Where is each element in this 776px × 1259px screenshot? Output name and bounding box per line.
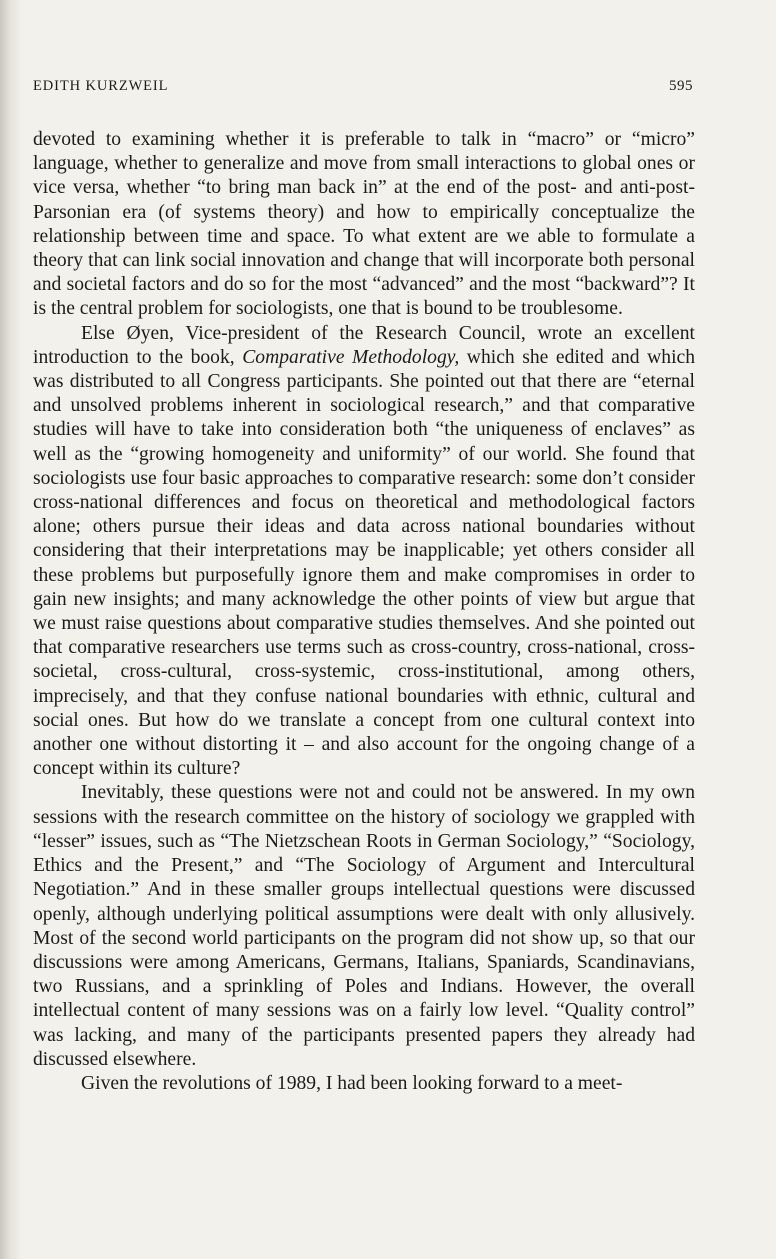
paragraph-3-text: Inevitably, these questions were not and could not be answered. In my own sessions with the research committee on the history of sociology we grappled with “lesser” issues, such as “The Nietzschean Roots in German Sociology,” “Sociology, Ethics and the Present,” and “The Sociology of Argument and Intercultural Negotiation.” And in these smaller groups intellectual questions were discussed openly, although underlying political assumptions were dealt with only allusively. Most of the second world participants on the program did not show up, so that our discussions were among Americans, Germans, Italians, Spaniards, Scandinavians, two Russians, and a sprinkling of Poles and Indians. However, the overall intellectual content of many sessions was on a fairly low level. “Quality control” was lacking, and many of the participants presented papers they already had discussed elsewhere. [33,782,695,1070]
body-text [33,128,695,1096]
running-head-author: EDITH KURZWEIL [33,78,169,94]
page-number: 595 [669,78,693,94]
paragraph-1 [33,128,695,322]
paragraph-4-text: Given the revolutions of 1989, I had been looking forward to a meet- [81,1072,623,1094]
paragraph-1-text: devoted to examining whether it is preferable to talk in “macro” or “micro” language, whether to generalize and move from small interactions to global ones or vice versa, whether “to bring man back in” at the end of the post- and anti-post-Parsonian era (of systems theory) and how to empirically conceptualize the relationship between time and space. To what extent are we able to formulate a theory that can link social innovation and change that will incorporate both personal and societal factors and do so for the most “advanced” and the most “backward”? It is the central problem for sociologists, one that is bound to be troublesome. [33,129,695,320]
paragraph-4 [33,1072,695,1096]
paragraph-2 [33,322,695,782]
book-title: Comparative Methodology, [242,346,460,368]
running-header [33,78,693,100]
paragraph-2-text-after: which she edited and which was distributed to all Congress participants. She pointed out that there are “eternal and unsolved problems inherent in sociological research,” and that comparative studies will have to take into consideration both “the uniqueness of enclaves” as well as the “growing homogeneity and uniformity” of our world. She found that sociologists use four basic approaches to comparative research: some don’t consider cross-national differences and focus on theoretical and methodological factors alone; others pursue their ideas and data across national boundaries without considering that their interpretations may be inapplicable; yet others consider all these problems but purposefully ignore them and make compromises in order to gain new insights; and many acknowledge the other points of view but argue that we must raise questions about comparative studies themselves. And she pointed out that comparative researchers use terms such as cross-country, cross-national, cross-societal, cross-cultural, cross-systemic, cross-institutional, among others, imprecisely, and that they confuse national boundaries with ethnic, cultural and social ones. But how do we translate a concept from one cultural context into another one without distorting it – and also account for the ongoing change of a concept within its culture? [33,346,696,780]
paragraph-3 [33,781,695,1071]
paragraph-2-text-before: Else Øyen, Vice-president of the Research Council, wrote an excellent introduction to the book, [33,322,695,368]
page-gutter-shadow [0,0,22,1259]
